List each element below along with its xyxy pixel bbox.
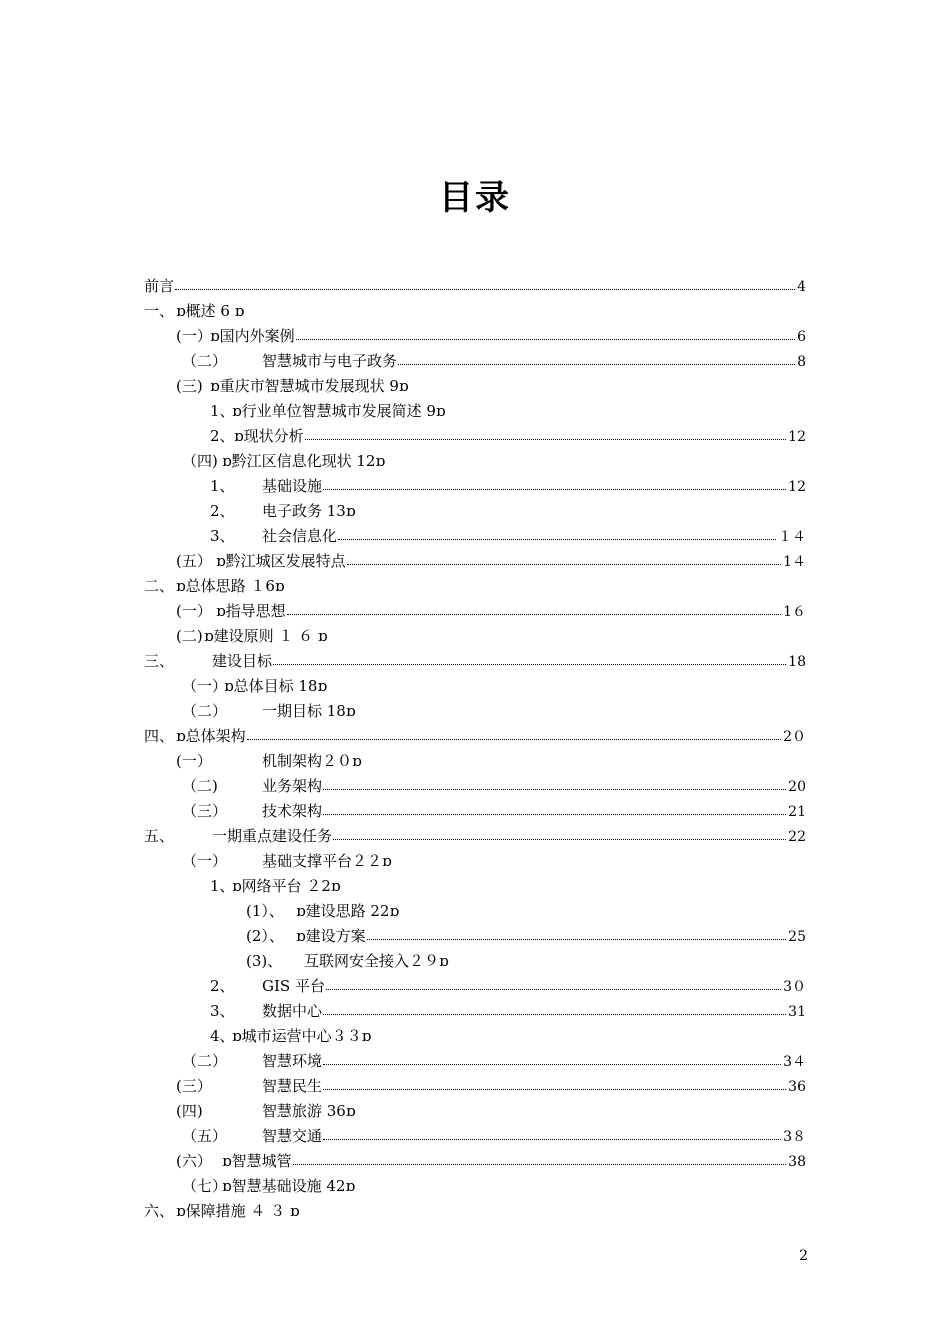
toc-entry-title: ɒ概述 6 ɒ — [176, 302, 245, 320]
toc-entry-page: 20 — [788, 779, 806, 795]
toc-dot-leader — [323, 1049, 781, 1065]
toc-dot-leader — [398, 349, 795, 365]
toc-entry[interactable] — [144, 299, 244, 323]
toc-entry-title: 前言 — [144, 277, 175, 295]
toc-entry-title: ɒ建设方案 — [296, 927, 366, 945]
toc-dot-leader — [175, 274, 795, 290]
toc-entry-number: (五） — [176, 552, 212, 570]
toc-entry-number: 四、 — [144, 727, 175, 745]
toc-entry-title: 一期目标 18ɒ — [262, 702, 356, 720]
toc-dot-leader — [326, 974, 781, 990]
toc-entry-title: 数据中心 — [262, 1002, 323, 1020]
toc-entry-number: (一） — [176, 327, 212, 345]
toc-dot-leader — [367, 924, 787, 940]
toc-entry[interactable] — [176, 749, 362, 773]
toc-entry[interactable] — [144, 649, 806, 673]
toc-entry[interactable] — [176, 1149, 806, 1173]
toc-entry-number: 一、 — [144, 302, 175, 320]
toc-dot-leader — [323, 799, 786, 815]
toc-entry-number: (1）、 — [246, 902, 284, 920]
toc-entry-page: 25 — [788, 929, 806, 945]
toc-entry[interactable] — [144, 1199, 300, 1223]
toc-entry[interactable] — [182, 799, 806, 823]
toc-entry[interactable] — [210, 499, 355, 523]
toc-entry[interactable] — [246, 899, 399, 923]
toc-entry-number: 二、 — [144, 577, 175, 595]
toc-dot-leader — [273, 649, 786, 665]
toc-entry[interactable] — [210, 524, 806, 548]
toc-entry[interactable] — [246, 924, 806, 948]
toc-entry-page: 22 — [788, 829, 806, 845]
toc-entry-number: （四) — [182, 452, 218, 470]
toc-entry-page: 1４ — [783, 554, 806, 570]
toc-entry[interactable] — [144, 574, 285, 598]
toc-entry-title: 业务架构 — [262, 777, 323, 795]
toc-entry-page: 18 — [788, 654, 806, 670]
toc-entry-number: 3、 — [210, 527, 235, 545]
toc-entry-page: 4 — [797, 279, 806, 295]
toc-entry-number: （一） — [182, 677, 228, 695]
toc-entry-title: ɒ建设思路 22ɒ — [296, 902, 400, 920]
toc-dot-leader — [323, 999, 786, 1015]
toc-entry[interactable] — [210, 874, 341, 898]
toc-entry[interactable] — [144, 724, 806, 748]
toc-entry-number: （五） — [182, 1127, 228, 1145]
toc-entry-number: (3)、 — [246, 952, 283, 970]
toc-dot-leader — [323, 774, 786, 790]
toc-entry-title: ɒ黔江区信息化现状 12ɒ — [222, 452, 386, 470]
page-number: 2 — [799, 1248, 808, 1264]
toc-dot-leader — [293, 1149, 787, 1165]
toc-entry-title: 智慧交通 — [262, 1127, 323, 1145]
toc-entry-number: 2、 — [210, 977, 235, 995]
toc-entry-number: 3、 — [210, 1002, 235, 1020]
toc-entry-title: ɒ智慧基础设施 42ɒ — [222, 1177, 356, 1195]
toc-entry-page: 3４ — [783, 1054, 806, 1070]
toc-entry[interactable] — [176, 624, 328, 648]
toc-entry[interactable] — [246, 949, 449, 973]
toc-entry-number: 三、 — [144, 652, 175, 670]
toc-entry-title: ɒ指导思想 — [216, 602, 286, 620]
toc-entry-number: (二) — [176, 627, 203, 645]
toc-dot-leader — [323, 1124, 781, 1140]
toc-entry[interactable] — [182, 699, 355, 723]
toc-dot-leader — [323, 1074, 786, 1090]
toc-entry-title: ɒ总体目标 18ɒ — [224, 677, 328, 695]
toc-dot-leader — [323, 474, 786, 490]
toc-entry-number: 五、 — [144, 827, 175, 845]
toc-entry-page: 21 — [788, 804, 806, 820]
toc-entry-title: 智慧城市与电子政务 — [262, 352, 398, 370]
toc-entry-number: (六） — [176, 1152, 212, 1170]
toc-entry-title: ɒ黔江城区发展特点 — [216, 552, 346, 570]
toc-entry-page: 31 — [788, 1004, 806, 1020]
toc-entry-title: GIS 平台 — [262, 977, 325, 995]
toc-entry-title: 建设目标 — [212, 652, 273, 670]
toc-entry-title: ɒ保障措施 ４ ３ ɒ — [176, 1202, 300, 1220]
toc-dot-leader — [333, 824, 786, 840]
toc-entry[interactable] — [144, 274, 806, 298]
toc-entry-number: 1、 — [210, 477, 235, 495]
toc-entry-number: （三） — [182, 802, 228, 820]
toc-entry[interactable] — [144, 824, 806, 848]
toc-entry[interactable] — [176, 374, 409, 398]
toc-entry-title: ɒ现状分析 — [234, 427, 304, 445]
toc-dot-leader — [287, 599, 781, 615]
toc-entry-number: 2、 — [210, 427, 235, 445]
toc-entry-title: ɒ重庆市智慧城市发展现状 9ɒ — [210, 377, 409, 395]
toc-entry-page: 1６ — [783, 604, 806, 620]
toc-entry[interactable] — [210, 999, 806, 1023]
toc-entry-page: 12 — [788, 479, 806, 495]
toc-entry-page: 8 — [797, 354, 806, 370]
toc-entry[interactable] — [182, 349, 806, 373]
toc-entry-number: （二） — [182, 702, 228, 720]
toc-entry[interactable] — [182, 449, 385, 473]
toc-entry-number: 4、 — [210, 1027, 235, 1045]
toc-entry-number: 1、 — [210, 877, 235, 895]
toc-entry-page: 3０ — [783, 979, 806, 995]
toc-entry-title: 智慧环境 — [262, 1052, 323, 1070]
toc-entry[interactable] — [176, 1074, 806, 1098]
toc-entry-title: 互联网安全接入２９ɒ — [304, 952, 449, 970]
toc-entry-number: 2、 — [210, 502, 235, 520]
toc-entry-title: 基础设施 — [262, 477, 323, 495]
toc-entry[interactable] — [176, 549, 806, 573]
toc-entry-title: 一期重点建设任务 — [212, 827, 333, 845]
toc-entry[interactable] — [182, 1174, 355, 1198]
toc-entry-number: (三) — [176, 377, 203, 395]
toc-entry-title: 智慧旅游 36ɒ — [262, 1102, 356, 1120]
toc-entry-title: 电子政务 13ɒ — [262, 502, 356, 520]
toc-entry-number: （二) — [182, 777, 218, 795]
toc-entry-title: 机制架构２０ɒ — [262, 752, 362, 770]
toc-entry[interactable] — [210, 1024, 371, 1048]
document-title: 目录 — [439, 178, 511, 218]
toc-entry-title: ɒ建设原则 １ ６ ɒ — [204, 627, 328, 645]
toc-dot-leader — [247, 724, 781, 740]
toc-entry-title: ɒ网络平台 ２2ɒ — [232, 877, 341, 895]
toc-entry-title: ɒ行业单位智慧城市发展简述 9ɒ — [232, 402, 446, 420]
toc-entry-number: （七） — [182, 1177, 228, 1195]
toc-entry-page: 12 — [788, 429, 806, 445]
toc-dot-leader — [347, 549, 781, 565]
toc-entry-title: ɒ智慧城管 — [222, 1152, 292, 1170]
toc-entry-number: (一） — [176, 602, 212, 620]
toc-entry-title: 基础支撑平台２２ɒ — [262, 852, 392, 870]
toc-entry[interactable] — [182, 1124, 806, 1148]
toc-entry[interactable] — [182, 774, 806, 798]
toc-entry[interactable] — [210, 399, 446, 423]
toc-entry-title: 社会信息化 — [262, 527, 338, 545]
toc-entry[interactable] — [210, 974, 806, 998]
toc-entry-title: ɒ城市运营中心３３ɒ — [232, 1027, 372, 1045]
toc-entry-number: (一） — [176, 752, 212, 770]
toc-entry-title: 智慧民生 — [262, 1077, 323, 1095]
toc-dot-leader — [305, 424, 787, 440]
toc-entry-title: ɒ总体架构 — [176, 727, 246, 745]
toc-entry-number: （二） — [182, 1052, 228, 1070]
toc-dot-leader — [338, 524, 776, 540]
toc-entry[interactable] — [176, 599, 806, 623]
toc-entry[interactable] — [176, 1099, 355, 1123]
toc-entry-number: (四) — [176, 1102, 203, 1120]
toc-entry[interactable] — [210, 474, 806, 498]
toc-entry-number: (2）、 — [246, 927, 284, 945]
toc-entry[interactable] — [182, 1049, 806, 1073]
toc-entry-number: (三） — [176, 1077, 212, 1095]
toc-entry-page: 2０ — [783, 729, 806, 745]
toc-entry-number: （二） — [182, 352, 228, 370]
toc-dot-leader — [296, 324, 795, 340]
toc-entry-title: ɒ国内外案例 — [210, 327, 295, 345]
toc-entry[interactable] — [210, 424, 806, 448]
toc-entry-page: 3８ — [783, 1129, 806, 1145]
toc-entry-number: 1、 — [210, 402, 235, 420]
toc-entry-page: １４ — [778, 529, 806, 545]
toc-entry-page: 6 — [797, 329, 806, 345]
toc-entry-page: 36 — [788, 1079, 806, 1095]
toc-entry-number: （一） — [182, 852, 228, 870]
toc-entry[interactable] — [182, 674, 327, 698]
toc-entry-page: 38 — [788, 1154, 806, 1170]
toc-entry[interactable] — [182, 849, 392, 873]
toc-entry-number: 六、 — [144, 1202, 175, 1220]
toc-entry[interactable] — [176, 324, 806, 348]
toc-entry-title: ɒ总体思路 １6ɒ — [176, 577, 285, 595]
toc-entry-title: 技术架构 — [262, 802, 323, 820]
